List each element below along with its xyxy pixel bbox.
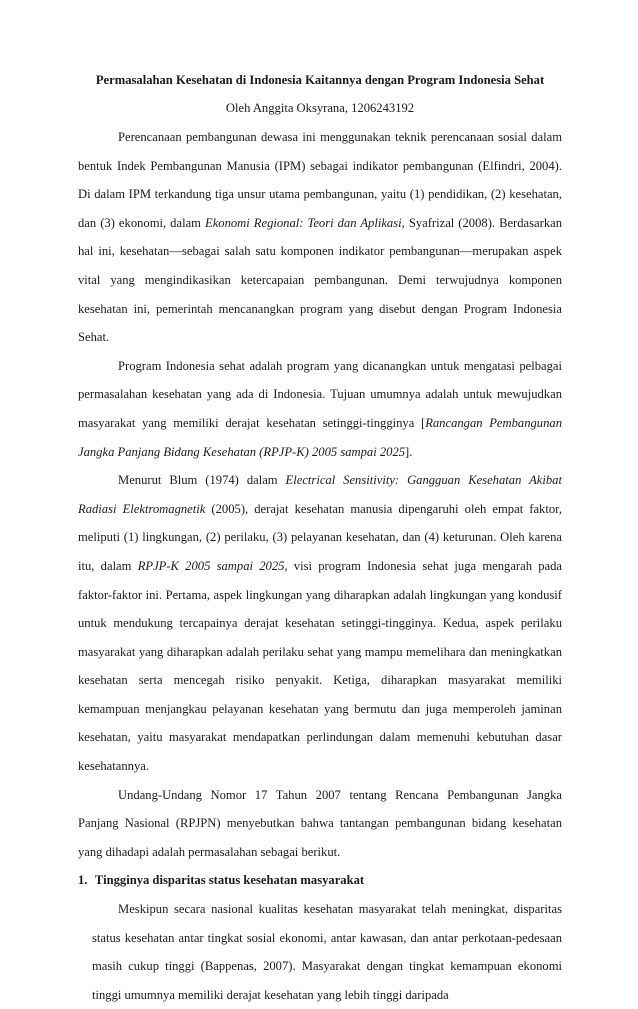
paragraph-3-text-c: (2005), derajat kesehatan manusia dipengaruhi oleh empat faktor, meliputi (1) lingkungan, (2) perilaku, (3) pelayanan kesehatan, dan (4) keturunan. Oleh karena itu, dalam — [78, 501, 562, 573]
paragraph-2-text-a: Program Indonesia sehat adalah program yang dicanangkan untuk mengatasi pelbagai permasalahan kesehatan yang ada di Indonesia. Tujuan umumnya adalah untuk mewujudkan masyarakat yang memiliki derajat kesehatan setinggi-tingginya [ — [78, 358, 562, 430]
paragraph-3-citation: Electrical Sensitivity: Gangguan Kesehatan Akibat Radiasi Elektromagnetik — [78, 473, 562, 516]
paragraph-1-text-c: , Syafrizal (2008). Berdasarkan hal ini, kesehatan—sebagai salah satu komponen indikator pembangunan—merupakan aspek vital yang mengindikasikan ketercapaian pembangunan. Demi terwujudnya komponen kesehatan ini, pemerintah mencanangkan program yang disebut dengan Program Indonesia Sehat. — [78, 215, 563, 345]
section-1-paragraph-1: Meskipun secara nasional kualitas kesehatan masyarakat telah meningkat, disparitas status kesehatan antar tingkat sosial ekonomi, antar kawasan, dan antar perkotaan-pedesaan masih cukup tinggi (Bappenas, 2007). Masyarakat dengan tingkat kemampuan ekonomi tinggi umumnya memiliki derajat kesehatan yang lebih tinggi daripada — [92, 902, 562, 1002]
paragraph-1 — [78, 123, 562, 352]
paragraph-3-citation-2: RPJP-K 2005 sampai 2025 — [137, 558, 285, 573]
section-1-number: 1. — [78, 873, 88, 888]
document-title: Permasalahan Kesehatan di Indonesia Kaitannya dengan Program Indonesia Sehat — [95, 73, 545, 87]
paragraph-2-text-c: ]. — [405, 444, 413, 459]
paragraph-1-citation: Ekonomi Regional: Teori dan Aplikasi — [205, 215, 402, 230]
paragraph-3-text-e: , visi program Indonesia sehat juga mengarah pada faktor-faktor ini. Pertama, aspek lingkungan yang diharapkan adalah lingkungan yang kondusif untuk mendukung tercapainya derajat kesehatan setinggi-tingginya. Kedua, aspek perilaku masyarakat yang diharapkan adalah perilaku sehat yang mampu memelihara dan meningkatkan kesehatan serta mencegah risiko penyakit. Ketiga, diharapkan masyarakat memiliki kemampuan menjangkau pelayanan kesehatan yang bermutu dan juga memperoleh jaminan kesehatan, yaitu masyarakat mendapatkan perlindungan dalam memenuhi kebutuhan dasar kesehatannya. — [78, 558, 563, 774]
paragraph-3 — [78, 466, 562, 781]
paragraph-1-text-a: Perencanaan pembangunan dewasa ini menggunakan teknik perencanaan sosial dalam bentuk Indek Pembangunan Manusia (IPM) sebagai indikator pembangunan (Elfindri, 2004). Di dalam IPM terkandung tiga unsur utama pembangunan, yaitu (1) pendidikan, (2) kesehatan, dan (3) ekonomi, dalam — [78, 130, 562, 230]
section-1-content — [78, 895, 562, 1009]
document-author: Oleh Anggita Oksyrana, 1206243192 — [225, 101, 415, 115]
paragraph-4: Undang-Undang Nomor 17 Tahun 2007 tentang Rencana Pembangunan Jangka Panjang Nasional (RPJPN) menyebutkan bahwa tantangan pembangunan bidang kesehatan yang dihadapi adalah permasalahan sebagai berikut. — [78, 787, 562, 859]
section-1-title: Tingginya disparitas status kesehatan masyarakat — [94, 873, 365, 888]
paragraph-3-text-a: Menurut Blum (1974) dalam — [118, 473, 286, 488]
paragraph-2 — [78, 352, 562, 466]
section-1-heading — [78, 866, 562, 895]
paragraph-2-citation: Rancangan Pembangunan Jangka Panjang Bidang Kesehatan (RPJP-K) 2005 sampai 2025 — [78, 415, 562, 459]
document-body — [78, 123, 562, 1009]
